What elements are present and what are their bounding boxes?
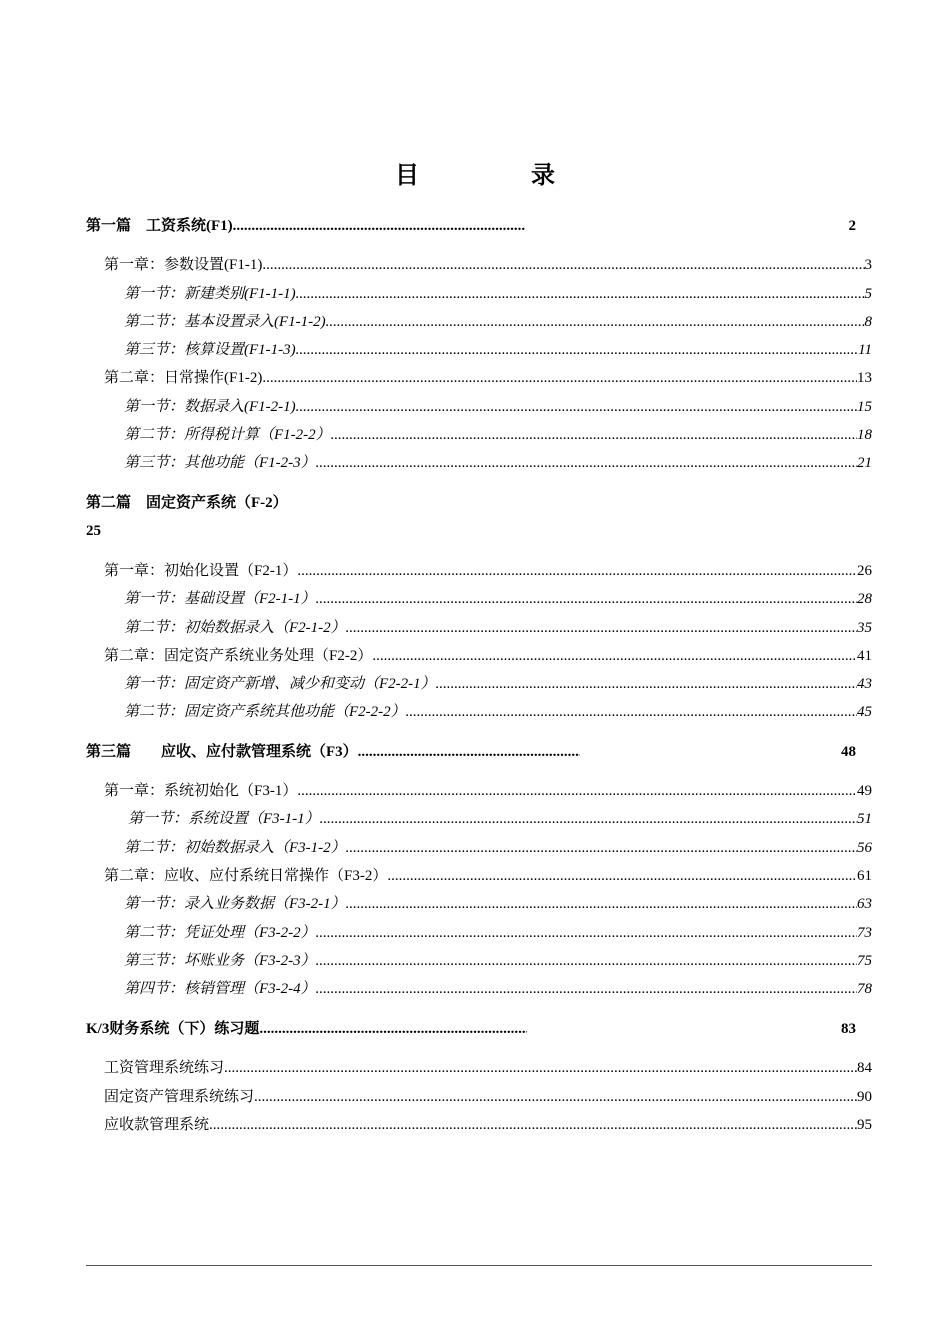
toc-section[interactable] bbox=[124, 452, 872, 474]
toc-item[interactable] bbox=[104, 1057, 872, 1079]
toc-page-number: 75 bbox=[857, 953, 872, 969]
toc-leader bbox=[436, 673, 857, 695]
toc-leader bbox=[358, 741, 580, 763]
toc-title bbox=[0, 155, 950, 190]
toc-section[interactable] bbox=[124, 588, 872, 610]
toc-section-label: 第一节：固定资产新增、减少和变动（F2-2-1） bbox=[124, 676, 436, 692]
toc-leader bbox=[224, 1057, 857, 1079]
toc-part[interactable] bbox=[86, 492, 856, 514]
toc-page-number: 63 bbox=[857, 896, 872, 912]
toc-section-label: 第三节：坏账业务（F3-2-3） bbox=[124, 953, 316, 969]
toc-page-number: 28 bbox=[857, 591, 872, 607]
toc-leader bbox=[406, 701, 857, 723]
toc-item[interactable] bbox=[104, 1086, 872, 1108]
toc-leader bbox=[316, 978, 857, 1000]
toc-chapter[interactable] bbox=[104, 865, 872, 887]
toc-section-label: 第一节：系统设置（F3-1-1） bbox=[128, 811, 320, 827]
toc-chapter-label: 第一章：系统初始化（F3-1） bbox=[104, 783, 298, 799]
toc-section[interactable] bbox=[124, 950, 872, 972]
toc-section-label: 第一节：数据录入(F1-2-1) bbox=[124, 399, 296, 415]
toc-leader bbox=[316, 588, 857, 610]
toc-leader bbox=[297, 780, 857, 802]
toc-leader bbox=[331, 424, 857, 446]
toc-page-number: 26 bbox=[857, 563, 872, 579]
toc-page-number: 41 bbox=[857, 648, 872, 664]
toc-part-label: 第一篇 工资系统(F1) bbox=[86, 218, 233, 234]
toc-part[interactable] bbox=[86, 215, 856, 237]
toc-section-label: 第二节：凭证处理（F3-2-2） bbox=[124, 925, 316, 941]
toc-page-number: 5 bbox=[864, 286, 872, 302]
toc-leader bbox=[346, 893, 857, 915]
toc-section-label: 第二节：所得税计算（F1-2-2） bbox=[124, 427, 331, 443]
toc-part-label: 第三篇 应收、应付款管理系统（F3） bbox=[86, 744, 358, 760]
toc-section-label: 第三节：其他功能（F1-2-3） bbox=[124, 455, 316, 471]
toc-page-number: 56 bbox=[857, 840, 872, 856]
toc-chapter[interactable] bbox=[104, 780, 872, 802]
toc-chapter[interactable] bbox=[104, 367, 872, 389]
toc-page-number: 3 bbox=[864, 257, 872, 273]
toc-section[interactable] bbox=[124, 978, 872, 1000]
toc-title-right: 录 bbox=[531, 163, 555, 189]
toc-leader bbox=[346, 837, 857, 859]
toc-chapter[interactable] bbox=[104, 560, 872, 582]
toc-leader bbox=[297, 560, 857, 582]
toc-item-label: 固定资产管理系统练习 bbox=[104, 1089, 255, 1105]
toc-leader bbox=[387, 865, 857, 887]
toc-chapter[interactable] bbox=[104, 254, 872, 276]
toc-leader bbox=[262, 254, 864, 276]
toc-leader bbox=[296, 396, 857, 418]
toc-section-label: 第二节：固定资产系统其他功能（F2-2-2） bbox=[124, 704, 406, 720]
toc-section[interactable] bbox=[124, 893, 872, 915]
toc-page-number: 21 bbox=[857, 455, 872, 471]
toc-page-number: 45 bbox=[857, 704, 872, 720]
footer-rule bbox=[86, 1265, 872, 1266]
toc-leader bbox=[316, 950, 857, 972]
toc-item[interactable] bbox=[104, 1114, 872, 1136]
toc-chapter-label: 第二章：日常操作(F1-2) bbox=[104, 370, 263, 386]
toc-page-number: 43 bbox=[857, 676, 872, 692]
toc-page-number: 25 bbox=[86, 523, 101, 539]
toc-leader bbox=[296, 339, 858, 361]
toc-leader bbox=[372, 645, 857, 667]
toc-part[interactable] bbox=[86, 1018, 856, 1040]
toc-section[interactable] bbox=[124, 424, 872, 446]
toc-page-number: 35 bbox=[857, 620, 872, 636]
toc-item-label: 工资管理系统练习 bbox=[104, 1060, 225, 1076]
toc-section-label: 第三节：核算设置(F1-1-3) bbox=[124, 342, 296, 358]
toc-section-label: 第二节：初始数据录入（F3-1-2） bbox=[124, 840, 346, 856]
toc-section-label: 第一节：录入业务数据（F3-2-1） bbox=[124, 896, 346, 912]
toc-part-label: 第二篇 固定资产系统（F-2） bbox=[86, 495, 288, 511]
toc-leader bbox=[209, 1114, 857, 1136]
toc-page-number: 95 bbox=[857, 1117, 872, 1133]
toc-section[interactable] bbox=[124, 673, 872, 695]
toc-page-number: 11 bbox=[858, 342, 872, 358]
toc-section[interactable] bbox=[124, 396, 872, 418]
toc-page-number: 49 bbox=[857, 783, 872, 799]
toc-leader bbox=[296, 283, 865, 305]
toc-section[interactable] bbox=[124, 617, 872, 639]
toc-leader bbox=[262, 367, 857, 389]
toc-chapter-label: 第二章：固定资产系统业务处理（F2-2） bbox=[104, 648, 373, 664]
toc-section[interactable] bbox=[128, 808, 872, 830]
toc-section[interactable] bbox=[124, 922, 872, 944]
toc-section-label: 第一节：基础设置（F2-1-1） bbox=[124, 591, 316, 607]
toc-page-number: 48 bbox=[841, 744, 856, 760]
toc-chapter-label: 第一章：参数设置(F1-1) bbox=[104, 257, 263, 273]
toc-section[interactable] bbox=[124, 701, 872, 723]
toc-page-number: 84 bbox=[857, 1060, 872, 1076]
toc-title-left: 目 bbox=[395, 163, 419, 189]
toc-section[interactable] bbox=[124, 311, 872, 333]
toc-page-number: 18 bbox=[857, 427, 872, 443]
toc-item-label: 应收款管理系统 bbox=[104, 1117, 210, 1133]
toc-chapter[interactable] bbox=[104, 645, 872, 667]
toc-page-number: 90 bbox=[857, 1089, 872, 1105]
toc-leader bbox=[346, 617, 857, 639]
toc-page-number: 8 bbox=[864, 314, 872, 330]
toc-leader bbox=[233, 215, 525, 237]
toc-leader bbox=[259, 1018, 527, 1040]
toc-page-number: 51 bbox=[857, 811, 872, 827]
toc-part[interactable] bbox=[86, 741, 856, 763]
toc-section[interactable] bbox=[124, 339, 872, 361]
toc-leader bbox=[326, 311, 865, 333]
toc-section[interactable] bbox=[124, 837, 872, 859]
toc-section-label: 第四节：核销管理（F3-2-4） bbox=[124, 981, 316, 997]
toc-page-number: 2 bbox=[848, 218, 856, 234]
toc-leader bbox=[316, 452, 857, 474]
toc-section-label: 第二节：初始数据录入（F2-1-2） bbox=[124, 620, 346, 636]
toc-page-number: 83 bbox=[841, 1021, 856, 1037]
toc-page-number: 15 bbox=[857, 399, 872, 415]
toc-part-label: K/3财务系统（下）练习题 bbox=[86, 1021, 260, 1037]
toc-section-label: 第一节：新建类别(F1-1-1) bbox=[124, 286, 296, 302]
toc-page-number: 78 bbox=[857, 981, 872, 997]
toc-leader bbox=[320, 808, 857, 830]
toc-page-number: 73 bbox=[857, 925, 872, 941]
toc-chapter-label: 第一章：初始化设置（F2-1） bbox=[104, 563, 298, 579]
toc-leader bbox=[316, 922, 857, 944]
toc-section[interactable] bbox=[124, 283, 872, 305]
toc-leader bbox=[254, 1086, 857, 1108]
toc-page-number: 13 bbox=[857, 370, 872, 386]
toc-section-label: 第二节：基本设置录入(F1-1-2) bbox=[124, 314, 326, 330]
toc-page-number: 61 bbox=[857, 868, 872, 884]
toc-chapter-label: 第二章：应收、应付系统日常操作（F3-2） bbox=[104, 868, 388, 884]
